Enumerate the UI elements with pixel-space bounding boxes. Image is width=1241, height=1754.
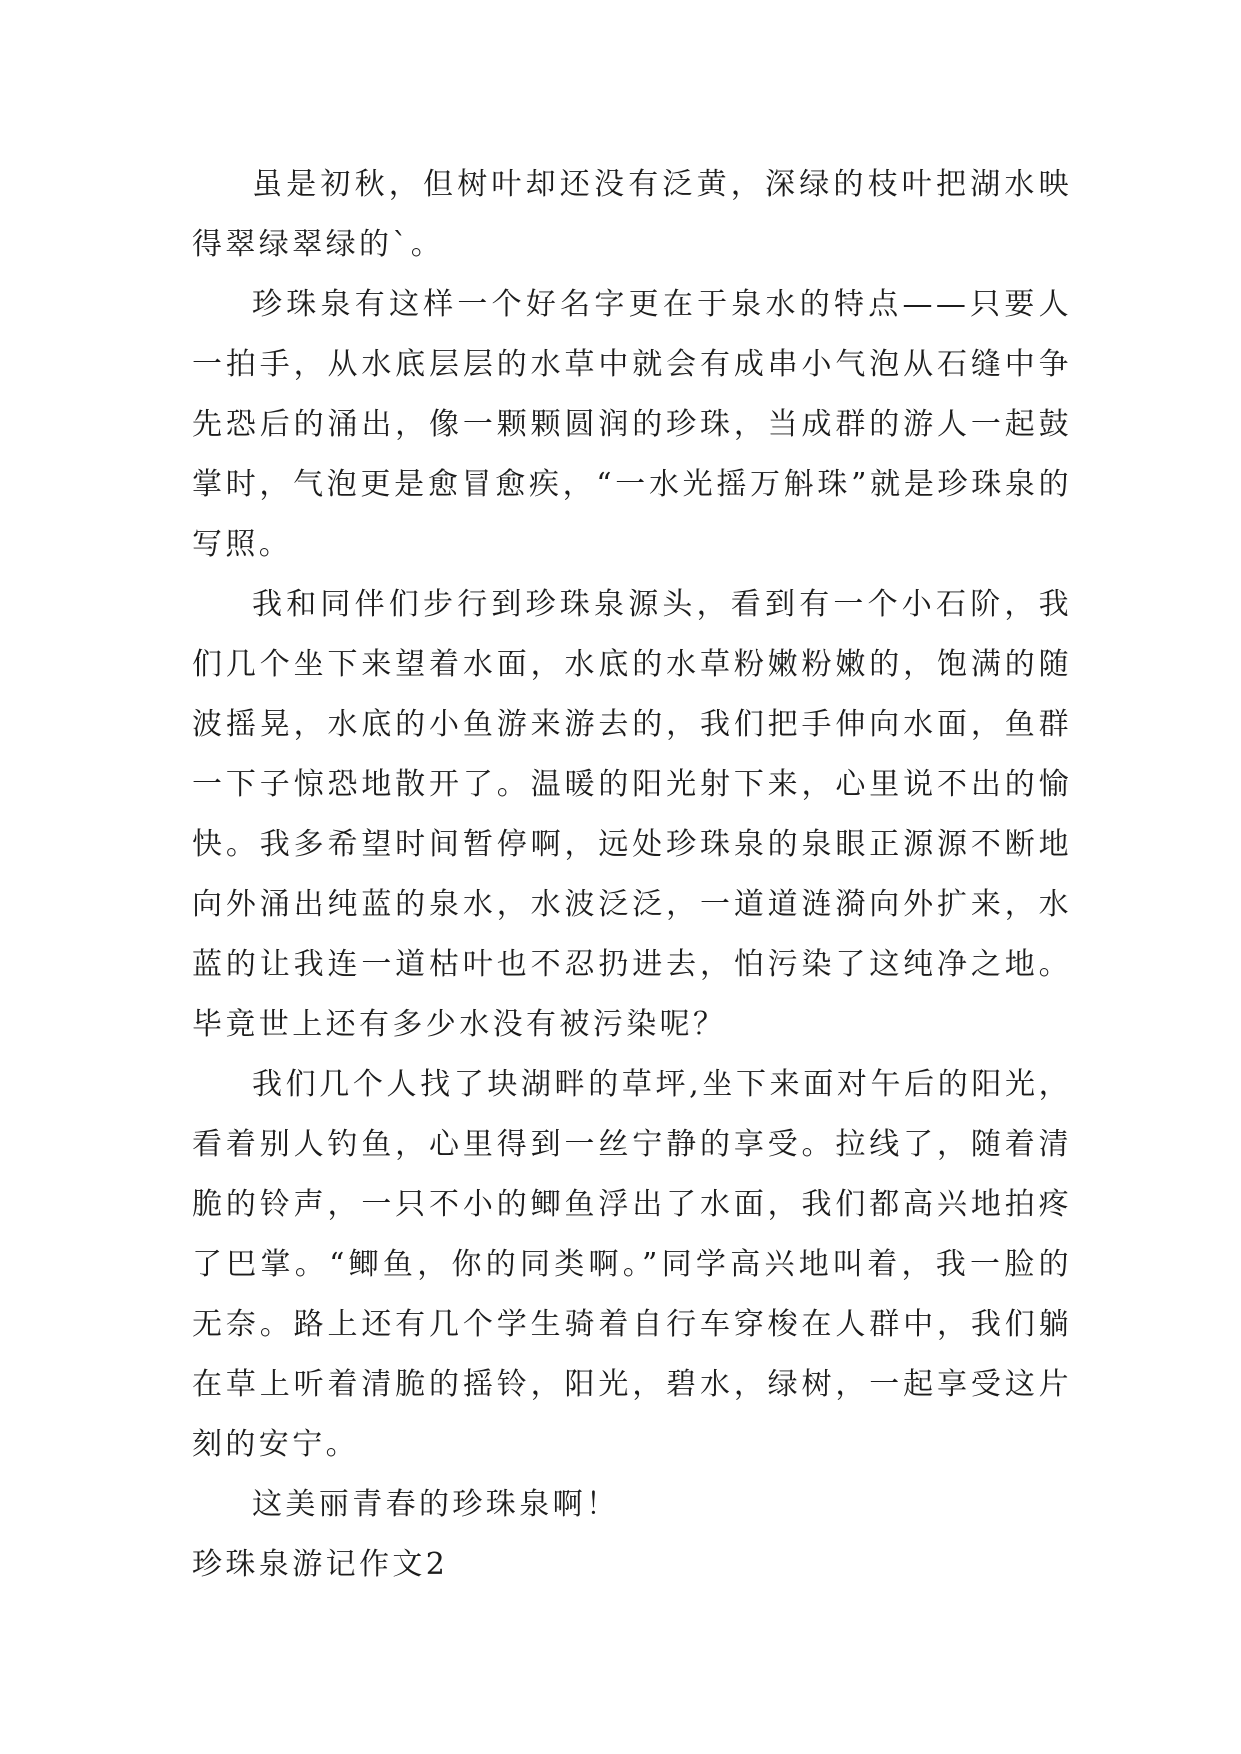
next-essay-title: 珍珠泉游记作文2 <box>192 1547 449 1582</box>
paragraph-spring-source: 我和同伴们步行到珍珠泉源头，看到有一个小石阶，我们几个坐下来望着水面，水底的水草粉嫩粉嫩的，饱满的随波摇晃，水底的小鱼游来游去的，我们把手伸向水面，鱼群一下子惊恐地散开了。温暖的阳光射下来，心里说不出的愉快。我多希望时间暂停啊，远处珍珠泉的泉眼正源源不断地向外涌出纯蓝的泉水，水波泛泛，一道道涟漪向外扩来，水蓝的让我连一道枯叶也不忍扔进去，怕污染了这纯净之地。毕竟世上还有多少水没有被污染呢？ <box>192 587 1072 1042</box>
paragraph-closing: 这美丽青春的珍珠泉啊！ <box>252 1487 620 1522</box>
paragraph-lakeside-lawn: 我们几个人找了块湖畔的草坪,坐下来面对午后的阳光，看着别人钓鱼，心里得到一丝宁静的享受。拉线了，随着清脆的铃声，一只不小的鲫鱼浮出了水面，我们都高兴地拍疼了巴掌。“鲫鱼，你的同类啊。”同学高兴地叫着，我一脸的无奈。路上还有几个学生骑着自行车穿梭在人群中，我们躺在草上听着清脆的摇铃，阳光，碧水，绿树，一起享受这片刻的安宁。 <box>192 1067 1072 1462</box>
paragraph-early-autumn: 虽是初秋，但树叶却还没有泛黄，深绿的枝叶把湖水映得翠绿翠绿的`。 <box>192 167 1072 262</box>
document-body <box>192 155 1072 1595</box>
paragraph-pearl-spring-feature: 珍珠泉有这样一个好名字更在于泉水的特点——只要人一拍手，从水底层层的水草中就会有成串小气泡从石缝中争先恐后的涌出，像一颗颗圆润的珍珠，当成群的游人一起鼓掌时，气泡更是愈冒愈疾，“一水光摇万斛珠”就是珍珠泉的写照。 <box>192 287 1072 562</box>
